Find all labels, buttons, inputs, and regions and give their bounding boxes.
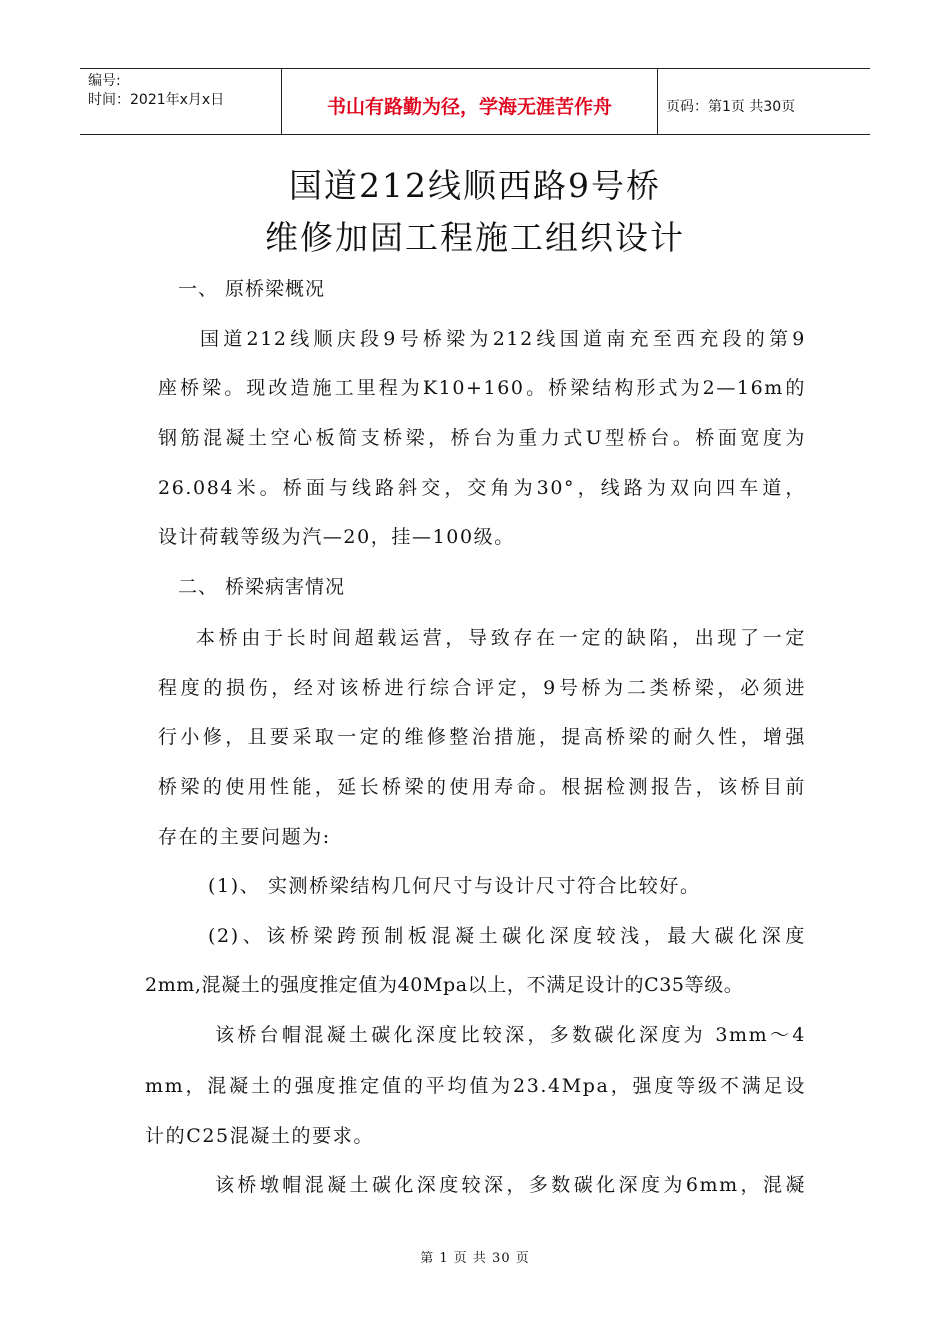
header-meta — [80, 69, 282, 134]
paragraph-line: 桥梁的使用性能，延长桥梁的使用寿命。根据检测报告，该桥目前 — [158, 776, 806, 798]
page-footer: 第 1 页 共 30 页 — [420, 1251, 530, 1266]
paragraph-line: 计的C25混凝土的要求。 — [145, 1125, 374, 1147]
paragraph-line: 该桥墩帽混凝土碳化深度较深，多数碳化深度为6mm，混凝 — [215, 1174, 806, 1196]
paragraph-line: 行小修，且要采取一定的维修整治措施，提高桥梁的耐久性，增强 — [158, 726, 806, 748]
code-label: 编号: — [88, 73, 121, 89]
list-item-1: (1)、 实测桥梁结构几何尺寸与设计尺寸符合比较好。 — [208, 875, 701, 897]
paragraph-line: 该桥台帽混凝土碳化深度比较深，多数碳化深度为 3mm～4 — [215, 1024, 806, 1046]
paragraph-line: 存在的主要问题为: — [158, 826, 331, 848]
paragraph-line: 本桥由于长时间超载运营，导致存在一定的缺陷，出现了一定 — [196, 627, 806, 649]
paragraph-line: 2mm,混凝土的强度推定值为40Mpa以上，不满足设计的C35等级。 — [145, 974, 744, 996]
document-title-line2: 维修加固工程施工组织设计 — [265, 218, 685, 257]
date-label: 时间：2021年x月x日 — [88, 92, 225, 108]
header-motto: 书山有路勤为径，学海无涯苦作舟 — [282, 69, 658, 134]
paragraph-line: 钢筋混凝土空心板简支桥梁，桥台为重力式U型桥台。桥面宽度为 — [158, 427, 806, 449]
header-page-info: 页码：第1页 共30页 — [666, 98, 796, 115]
document-title-line1: 国道212线顺西路9号桥 — [289, 166, 661, 205]
section-heading-1: 一、 原桥梁概况 — [178, 278, 326, 300]
paragraph-line: 26.084米。桥面与线路斜交，交角为30°，线路为双向四车道， — [158, 477, 806, 499]
section-heading-2: 二、 桥梁病害情况 — [178, 576, 346, 598]
paragraph-line: 设计荷载等级为汽—20，挂—100级。 — [158, 526, 515, 548]
paragraph-line: 程度的损伤，经对该桥进行综合评定，9号桥为二类桥梁，必须进 — [158, 677, 806, 699]
page-header — [80, 68, 870, 135]
paragraph-line: 国道212线顺庆段9号桥梁为212线国道南充至西充段的第9 — [200, 328, 806, 350]
list-item-2: (2)、该桥梁跨预制板混凝土碳化深度较浅，最大碳化深度 — [208, 925, 806, 947]
paragraph-line: 座桥梁。现改造施工里程为K10+160。桥梁结构形式为2—16m的 — [158, 377, 806, 399]
paragraph-line: mm，混凝土的强度推定值的平均值为23.4Mpa，强度等级不满足设 — [145, 1075, 806, 1097]
